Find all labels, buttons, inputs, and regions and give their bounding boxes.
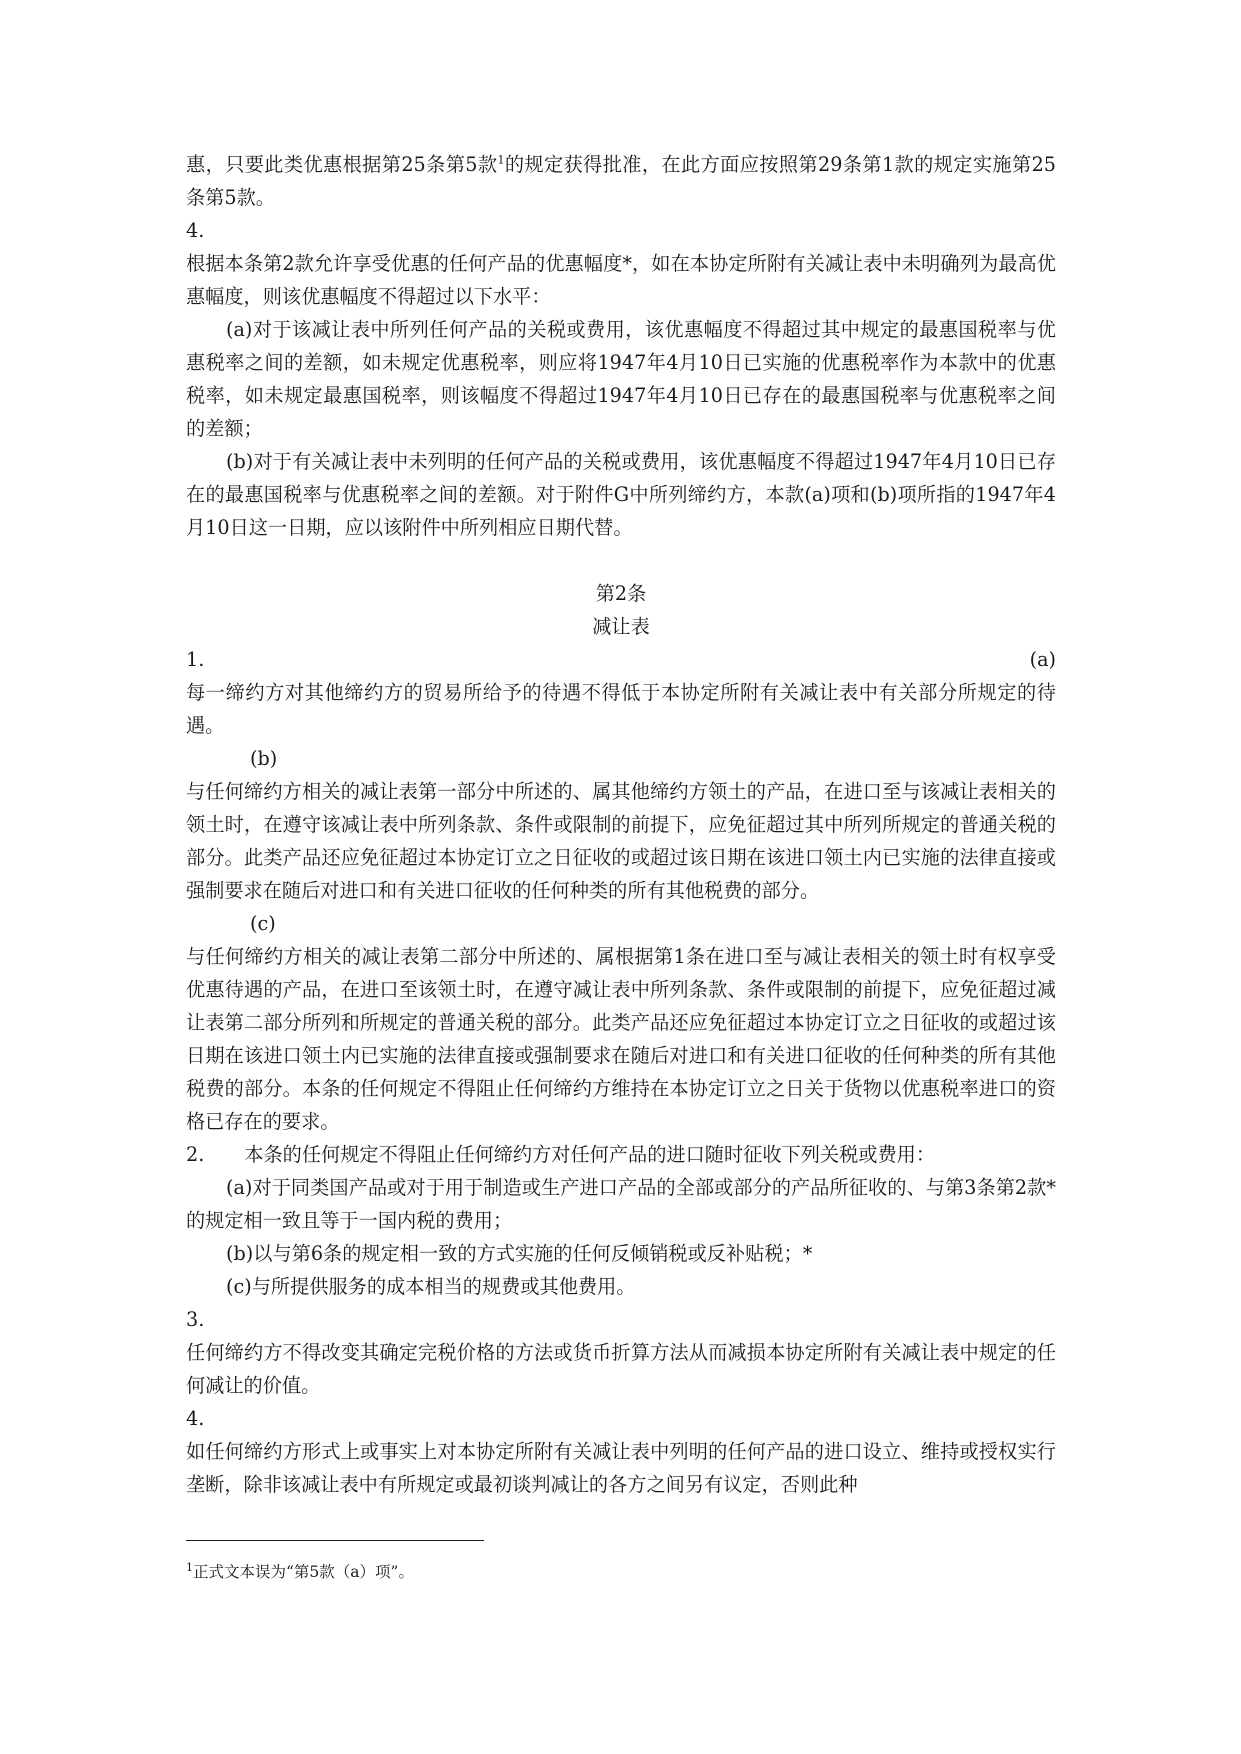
paragraph-text: 每一缔约方对其他缔约方的贸易所给予的待遇不得低于本协定所附有关减让表中有关部分所规定的待遇。 xyxy=(186,681,1056,737)
subparagraph-b: (b)以与第6条的规定相一致的方式实施的任何反倾销税或反补贴税；* xyxy=(226,1242,813,1265)
paragraph-number: 4. xyxy=(186,219,205,242)
paragraph-text: 任何缔约方不得改变其确定完税价格的方法或货币折算方法从而减损本协定所附有关减让表中规定的任何减让的价值。 xyxy=(186,1341,1056,1397)
subparagraph-b: (b)对于有关减让表中未列明的任何产品的关税或费用，该优惠幅度不得超过1947年4月10日已存在的最惠国税率与优惠税率之间的差额。对于附件G中所列缔约方，本款(a)项和(b)项所指的1947年4月10日这一日期，应以该附件中所列相应日期代替。 xyxy=(186,450,1056,539)
footnote xyxy=(186,1560,414,1584)
article-number: 第2条 xyxy=(595,582,647,605)
footnote-marker: 1 xyxy=(186,1560,193,1574)
paragraph-text: 与任何缔约方相关的减让表第二部分中所述的、属根据第1条在进口至与减让表相关的领土时有权享受优惠待遇的产品，在进口至该领土时，在遵守减让表中所列条款、条件或限制的前提下，应免征超过减让表第二部分所列和所规定的普通关税的部分。此类产品还应免征超过本协定订立之日征收的或超过该日期在该进口领土内已实施的法律直接或强制要求在随后对进口和有关进口征收的任何种类的所有其他税费的部分。本条的任何规定不得阻止任何缔约方维持在本协定订立之日关于货物以优惠税率进口的资格已存在的要求。 xyxy=(186,945,1056,1133)
footnote-text: 正式文本误为“第5款（a）项”。 xyxy=(193,1563,414,1581)
subparagraph-c: (c)与所提供服务的成本相当的规费或其他费用。 xyxy=(226,1275,636,1298)
paragraph-number: 1. xyxy=(186,648,205,671)
paragraph-text: 如任何缔约方形式上或事实上对本协定所附有关减让表中列明的任何产品的进口设立、维持或授权实行垄断，除非该减让表中有所规定或最初谈判减让的各方之间另有议定，否则此种 xyxy=(186,1440,1056,1496)
subparagraph-label: (a) xyxy=(1029,648,1056,671)
document-body xyxy=(186,148,1056,1501)
footnote-divider xyxy=(186,1540,484,1541)
subparagraph-a: (a)对于同类国产品或对于用于制造或生产进口产品的全部或部分的产品所征收的、与第3条第2款*的规定相一致且等于一国内税的费用； xyxy=(186,1176,1056,1232)
paragraph-number: 4. xyxy=(186,1407,205,1430)
paragraph-text: 与任何缔约方相关的减让表第一部分中所述的、属其他缔约方领土的产品，在进口至与该减让表相关的领土时，在遵守该减让表中所列条款、条件或限制的前提下，应免征超过其中所列所规定的普通关税的部分。此类产品还应免征超过本协定订立之日征收的或超过该日期在该进口领土内已实施的法律直接或强制要求在随后对进口和有关进口征收的任何种类的所有其他税费的部分。 xyxy=(186,780,1056,902)
article-title: 减让表 xyxy=(592,615,650,638)
continued-paragraph xyxy=(186,148,1056,214)
paragraph-text: 的规定获得批准，在此方面应按照第29条第1款的规定实施第25条第5款。 xyxy=(186,153,1056,209)
paragraph-text: 本条的任何规定不得阻止任何缔约方对任何产品的进口随时征收下列关税或费用： xyxy=(244,1143,936,1166)
paragraph-text: 根据本条第2款允许享受优惠的任何产品的优惠幅度*，如在本协定所附有关减让表中未明确列为最高优惠幅度，则该优惠幅度不得超过以下水平： xyxy=(186,252,1056,308)
subparagraph-a: (a)对于该减让表中所列任何产品的关税或费用，该优惠幅度不得超过其中规定的最惠国税率与优惠税率之间的差额，如未规定优惠税率，则应将1947年4月10日已实施的优惠税率作为本款中的优惠税率，如未规定最惠国税率，则该幅度不得超过1947年4月10日已存在的最惠国税率与优惠税率之间的差额； xyxy=(186,318,1056,440)
paragraph-2 xyxy=(186,1138,1056,1171)
paragraph-number-row xyxy=(186,643,1056,676)
paragraph-number: 2. xyxy=(186,1143,205,1166)
subparagraph-label: (b) xyxy=(250,747,278,770)
paragraph-text: 惠，只要此类优惠根据第25条第5款 xyxy=(186,153,498,176)
subparagraph-label: (c) xyxy=(250,912,276,935)
paragraph-number: 3. xyxy=(186,1308,205,1331)
footnote-ref: 1 xyxy=(497,153,505,167)
